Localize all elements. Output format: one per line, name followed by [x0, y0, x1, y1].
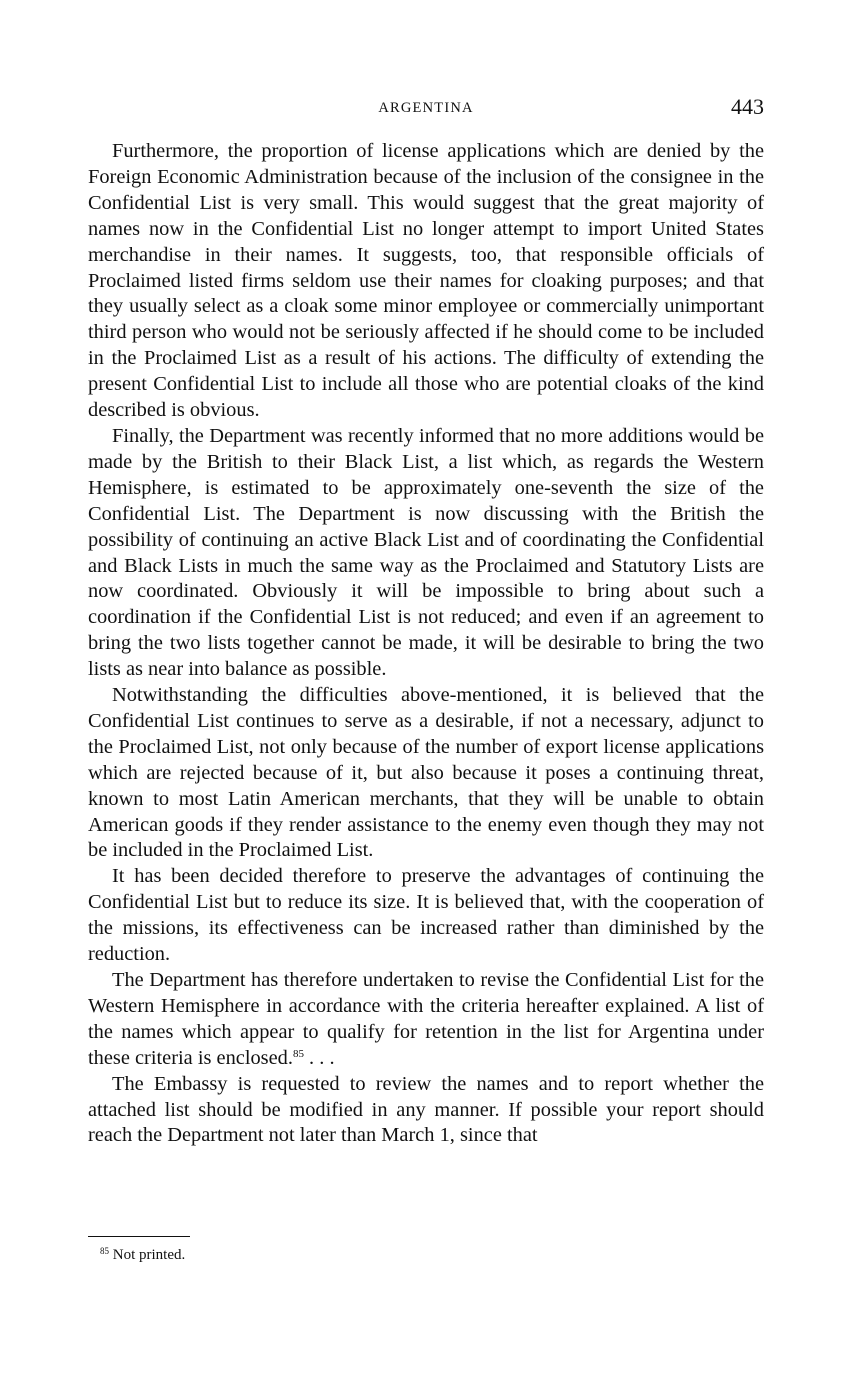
paragraph-reduce-size: It has been decided therefore to preserve the advantages of continuing the Confidential List but to reduce its size. It is believed that, with the cooperation of the missions, its effectiveness can be increased rather than diminished by the reduction. — [88, 865, 764, 966]
page-header — [88, 94, 764, 120]
footnote-divider — [88, 1236, 190, 1237]
paragraph-confidential-list-value: Notwithstanding the difficulties above-mentioned, it is believed that the Confidential List continues to serve as a desirable, if not a necessary, adjunct to the Proclaimed List, not only because of the number of export license applications which are rejected because of it, but also because it poses a continuing threat, known to most Latin American merchants, that they will be unable to obtain American goods if they render assistance to the enemy even though they may not be included in the Proclaimed List. — [88, 684, 764, 862]
running-head: ARGENTINA — [378, 100, 474, 116]
footnote — [100, 1247, 185, 1264]
footnote-text: Not printed. — [112, 1247, 186, 1263]
paragraph-british-black-list: Finally, the Department was recently informed that no more additions would be made by the British to their Black List, a list which, as regards the Western Hemisphere, is estimated to be approximately one-seventh the size of the Confidential List. The Department is now discussing with the British the possibility of continuing an active Black List and of coordinating the Confidential and Black Lists in much the same way as the Proclaimed and Statutory Lists are now coordinated. Obviously it will be impossible to bring about such a coordination if the Confidential List is not reduced; and even if an agreement to bring the two lists together cannot be made, it will be desirable to bring the two lists as near into balance as possible. — [88, 424, 764, 681]
footnote-reference: 85 — [292, 1047, 304, 1060]
paragraph-embassy-request: The Embassy is requested to review the names and to report whether the attached list should be modified in any manner. If possible your report should reach the Department not later than March 1, since that — [88, 1072, 764, 1147]
ellipsis: . . . — [303, 1046, 335, 1069]
paragraph-revise-list — [88, 968, 764, 1072]
footnote-marker: 85 — [100, 1246, 109, 1256]
body-text — [88, 139, 764, 1149]
page-number: 443 — [731, 94, 764, 119]
paragraph-revise-list-text: The Department has therefore undertaken to revise the Confidential List for the Western Hemisphere in accordance with the criteria hereafter explained. A list of the names which appear to qualify for retention in the list for Argentina under these criteria is enclosed. — [88, 969, 764, 1069]
paragraph-confidential-list-denials: Furthermore, the proportion of license applications which are denied by the Foreign Economic Administration because of the inclusion of the consignee in the Confidential List is very small. This would suggest that the great majority of names now in the Confidential List no longer attempt to import United States merchandise in their names. It suggests, too, that responsible officials of Proclaimed listed firms seldom use their names for cloaking purposes; and that they usually select as a cloak some minor employee or commercially unimportant third person who would not be seriously affected if he should come to be included in the Proclaimed List as a result of his actions. The difficulty of extending the present Confidential List to include all those who are potential cloaks of the kind described is obvious. — [88, 140, 764, 422]
